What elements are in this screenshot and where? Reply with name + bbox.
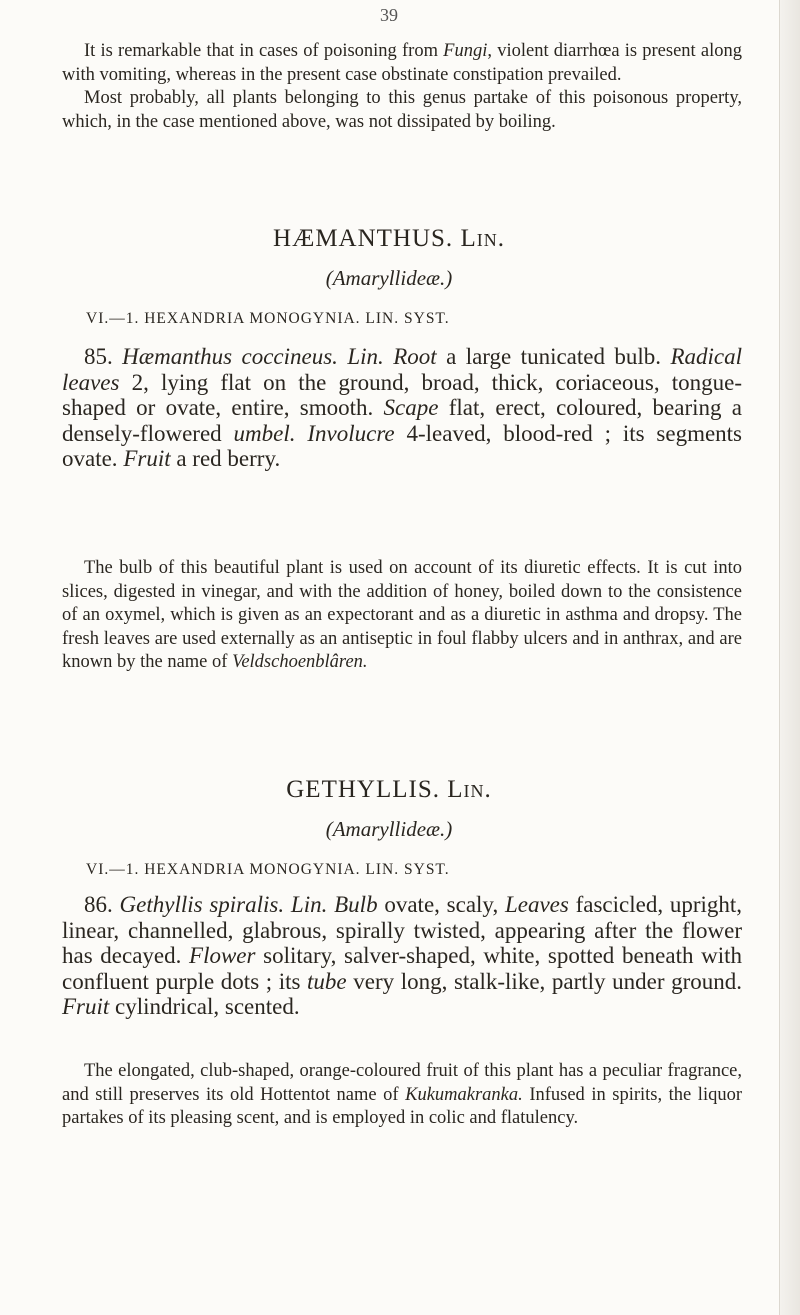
page-number: 39 xyxy=(380,5,398,25)
intro-section xyxy=(62,40,742,134)
genus-heading-haemanthus: HÆMANTHUS. Lin. xyxy=(273,225,505,252)
uses-paragraph: The elongated, club-shaped, orange-coloured fruit of this plant has a peculiar fragrance, and still preserves its old Hottentot name of Kukumakranka. Infused in spirits, the liquor partakes of its pleasing scent, and is employed in colic and flatulency. xyxy=(62,1061,742,1129)
uses-gethyllis xyxy=(62,1060,742,1131)
intro-paragraph-1: It is remarkable that in cases of poisoning from Fungi, violent diarrhœa is present along with vomiting, whereas in the present case obstinate constipation prevailed. xyxy=(62,41,742,85)
page-edge xyxy=(779,0,800,1315)
description-paragraph: 86. Gethyllis spiralis. Lin. Bulb ovate, scaly, Leaves fascicled, upright, linear, channelled, glabrous, spirally twisted, appearing after the flower has decayed. Flower solitary, salver-shaped, white, spotted beneath with confluent purple dots ; its tube very long, stalk-like, partly under ground. Fruit cylindrical, scented. xyxy=(62,892,743,1019)
genus-heading-gethyllis: GETHYLLIS. Lin. xyxy=(286,776,492,803)
description-paragraph: 85. Hæmanthus coccineus. Lin. Root a large tunicated bulb. Radical leaves 2, lying flat on the ground, broad, thick, coriaceous, tongue-shaped or ovate, entire, smooth. Scape flat, erect, coloured, bearing a densely-flowered umbel. Involucre 4-leaved, blood-red ; its segments ovate. Fruit a red berry. xyxy=(62,344,743,471)
uses-paragraph: The bulb of this beautiful plant is used on account of its diuretic effects. It is cut into slices, digested in vinegar, and with the addition of honey, boiled down to the consistence of an oxymel, which is given as an expectorant and as a diuretic in asthma and dropsy. The fresh leaves are used externally as an antiseptic in foul flabby ulcers and in anthrax, and are known by the name of Veldschoenblâren. xyxy=(62,558,742,673)
classification-haemanthus: VI.—1. HEXANDRIA MONOGYNIA. LIN. SYST. xyxy=(86,310,450,327)
intro-paragraph-2: Most probably, all plants belonging to this genus partake of this poisonous property, which, in the case mentioned above, was not dissipated by boiling. xyxy=(62,88,742,132)
uses-haemanthus xyxy=(62,557,742,675)
species-description-85 xyxy=(62,344,742,472)
species-description-86 xyxy=(62,892,742,1020)
family-haemanthus: (Amaryllideæ.) xyxy=(325,266,453,290)
classification-gethyllis: VI.—1. HEXANDRIA MONOGYNIA. LIN. SYST. xyxy=(86,861,450,878)
family-gethyllis: (Amaryllideæ.) xyxy=(325,817,453,841)
